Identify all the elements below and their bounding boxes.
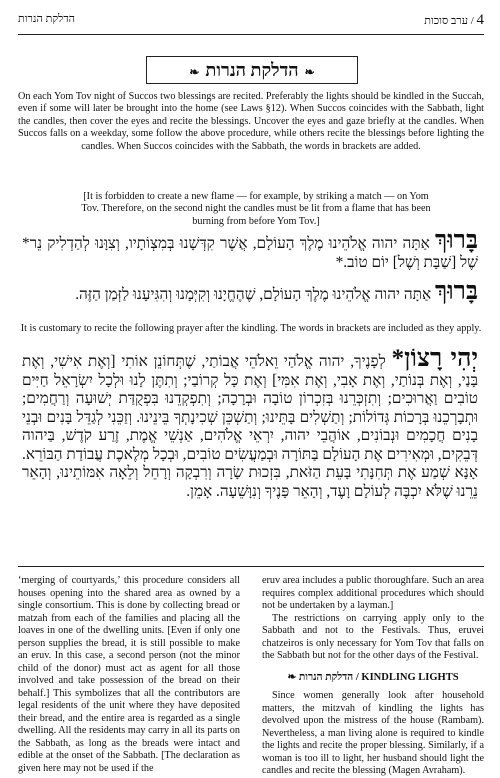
running-head-title: 4 / ערב סוכות [424,12,484,28]
blessing-kindling [22,227,479,272]
blessing-first-word: בָּרוּךְ [434,278,478,305]
blessing-text: אַתָּה יהוה אֱלֹהֵינוּ מֶלֶךְ הָעוֹלָם, שֶׁהֶחֱיָנוּ וְקִיְּמָנוּ וְהִגִּיעָנוּ לַזְּמַן הַזֶּה. [75,286,432,303]
section-title-text: הדלקת הנרות [205,60,299,80]
prayer-book-page [18,0,484,776]
commentary-left-column [18,575,240,775]
commentary-paragraph: ‘merging of courtyards,’ this procedure considers all houses opening into the shared area as owned by a single consortium. This is done by collecting bread or matzah from each of the families and placing all the loaves in one of the dwelling units. [Even if only one person supplies the bread, it is still possible to make an eruv. In this case, a second person (not the minor child of the donor) must act as agent for all those involved and take possession of the bread on their behalf.] This symbolizes that all the contributors are legal residents of the unit where they have deposited their bread, and the entire area is regarded as a single dwelling. All the residents may carry in all its parts on the Sabbath, as long as the breads were intact and edible at the onset of the Sabbath. [The declaration as given here may not be used if the [18,575,240,774]
commentary-right-column [262,575,484,778]
instructions: On each Yom Tov night of Succos two blessings are recited. Preferably the lights should be kindled in the Succah, even if some will later be brought into the home (see Laws §12). When Succos coincides with the Sabbath, light the candles, then cover the eyes and recite the blessings. Uncover the eyes and gaze briefly at the candles. When Succos falls on a weekday, some follow the above procedure, while others recite the blessings before lighting the candles. When Succos coincides with the Sabbath, the words in brackets are added. [18,91,484,152]
prayer-first-words: יְהִי רָצוֹן* [391,345,479,372]
commentary-paragraph: eruv area includes a public thoroughfare. Such an area requires complex additional procedures which should not be undertaken by a layman.] [262,575,484,611]
custom-note: It is customary to recite the following prayer after the kindling. The words in brackets are included as they apply. [20,323,482,334]
running-head [18,12,484,30]
ornament-icon: ❧ [287,671,297,683]
blessing-first-word: בָּרוּךְ [435,227,479,254]
blessing-text: אַתָּה יהוה אֱלֹהֵינוּ מֶלֶךְ הָעוֹלָם, אֲשֶׁר קִדְּשָׁנוּ בְּמִצְוֹתָיו, וְצִוָּנוּ לְהַדְלִיק נֵר* שֶׁל [שַׁבָּת וְשֶׁל] יוֹם טוֹב.* [22,235,478,271]
commentary-paragraph: Since women generally look after household matters, the mitzvah of kindling the lights has devolved upon the mistress of the house (Rambam). Nevertheless, a man living alone is required to kindle the lights and recite the proper blessing. Similarly, if a woman is too ill to light, her husband should light the candles and recite the blessing (Magen Avraham). [262,690,484,776]
section-title [146,56,358,84]
header-rule [18,34,484,35]
bracketed-note: [It is forbidden to create a new flame — for example, by striking a match — on Yom Tov. Therefore, on the second night the candles must be lit from a flame that has been burning from before Yom Tov.] [81,191,431,227]
subheading-english: KINDLING LIGHTS [361,671,459,683]
ornament-icon: ❧ [304,65,315,79]
page-number: 4 [476,12,484,28]
subheading-hebrew: הדלקת הנרות [298,671,354,683]
page-title: ערב סוכות [424,15,468,27]
commentary-subheading: ❧ הדלקת הנרות / KINDLING LIGHTS [287,671,459,683]
ornament-icon: ❧ [189,65,200,79]
blessing-shehecheyanu [22,278,478,305]
yehi-ratzon-prayer [22,345,479,501]
prayer-text: לְפָנֶיךָ, יהוה אֱלֹהַי וֵאלֹהֵי אֲבוֹתַי, שֶׁתְּחוֹנֵן אוֹתִי [וְאֶת אִישִׁי, וְאֶת בָּנַי, וְאֶת בְּנוֹתַי, וְאֶת אָבִי, וְאֶת אִמִּי] וְאֶת כָּל קְרוֹבַי; וְתִתֶּן לָנוּ וּלְכָל יִשְׂרָאֵל חַיִּים טוֹבִים וַאֲרוּכִים; וְתִזְכְּרֵנוּ בְּזִכְרוֹן טוֹבָה וּבְרָכָה; וְתִפְקְדֵנוּ בִּפְקֻדַּת יְשׁוּעָה וְרַחֲמִים; וּתְבָרְכֵנוּ בְּרָכוֹת גְּדוֹלוֹת; וְתַשְׁלִים בָּתֵּינוּ; וְתַשְׁכֵּן שְׁכִינָתְךָ בֵּינֵינוּ. וְזַכֵּנִי לְגַדֵּל בָּנִים וּבְנֵי בָנִים חֲכָמִים וּנְבוֹנִים, אוֹהֲבֵי יהוה, יִרְאֵי אֱלֹהִים, אַנְשֵׁי אֱמֶת, זֶרַע קֹדֶשׁ, בַּיהוה דְּבֵקִים, וּמְאִירִים אֶת הָעוֹלָם בַּתּוֹרָה וּבְמַעֲשִׂים טוֹבִים, וּבְכָל מְלֶאכֶת עֲבוֹדַת הַבּוֹרֵא. אָנָּא שְׁמַע אֶת תְּחִנָּתִי בָּעֵת הַזֹּאת, בִּזְכוּת שָׂרָה וְרִבְקָה וְרָחֵל וְלֵאָה אִמּוֹתֵינוּ, וְהָאֵר נֵרֵנוּ שֶׁלֹּא יִכְבֶּה לְעוֹלָם וָעֶד, וְהָאֵר פָּנֶיךָ וְנִוָּשֵׁעָה. אָמֵן. [22,353,478,500]
running-head-section: הדלקת הנרות [18,13,75,25]
commentary-paragraph: The restrictions on carrying apply only to the Sabbath and not to the Festivals. Thus, eruvei chatzeiros is only necessary for Yom Tov that falls on the Sabbath but not for the other days of the Festival. [262,612,484,661]
commentary-rule [18,566,484,567]
